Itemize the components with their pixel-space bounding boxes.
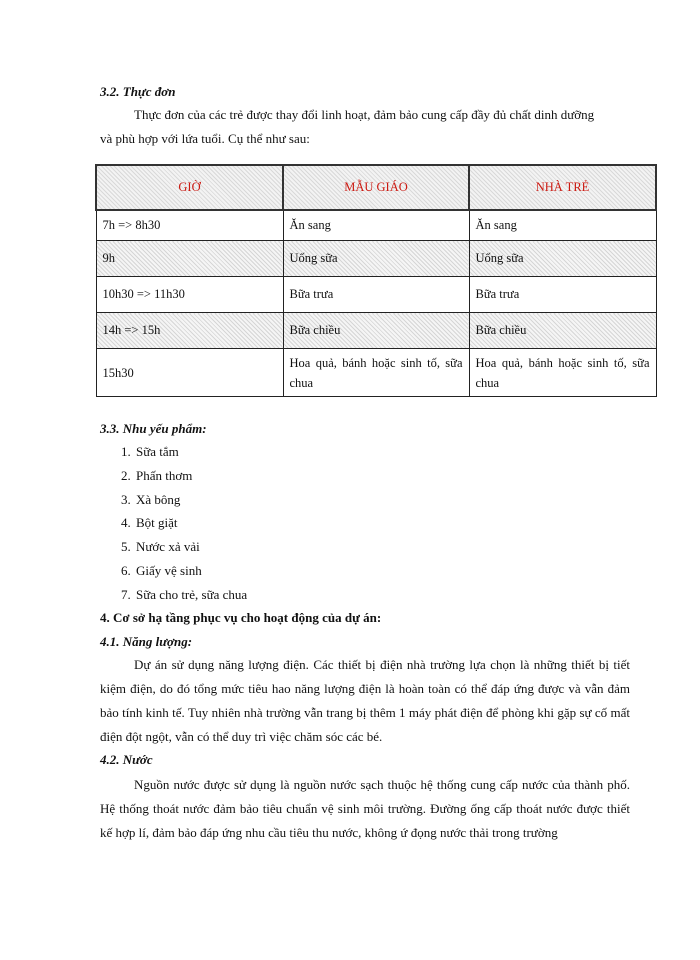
- header-time: GIỜ: [96, 165, 283, 210]
- cell-nursery: Ăn sang: [469, 210, 656, 241]
- cell-time: 7h => 8h30: [96, 210, 283, 241]
- header-kindergarten: MẪU GIÁO: [283, 165, 469, 210]
- section-3-2-intro: [100, 103, 630, 151]
- cell-time: 10h30 => 11h30: [96, 277, 283, 313]
- table-row: [96, 277, 656, 313]
- intro-line-2: và phù hợp với lứa tuổi. Cụ thể như sau:: [100, 131, 310, 146]
- cell-kindergarten: Ăn sang: [283, 210, 469, 241]
- table-row: [96, 210, 656, 241]
- energy-text: Dự án sử dụng năng lượng điện. Các thiết bị điện nhà trường lựa chọn là những thiết bị tiết kiệm điện, do đó tổng mức tiêu hao năng lượng điện là hoàn toàn có thể đáp ứng được và vẫn đảm bảo tính kinh tế. Tuy nhiên nhà trường vẫn trang bị thêm 1 máy phát điện để phòng khi gặp sự cố mất điện đột ngột, vẫn có thể duy trì việc chăm sóc các bé.: [100, 657, 630, 744]
- cell-kindergarten: Bữa chiều: [283, 313, 469, 349]
- list-item: 2. Phấn thơm: [134, 464, 247, 488]
- section-4-2-paragraph: [100, 773, 630, 845]
- table-row: [96, 313, 656, 349]
- menu-table-header: [96, 165, 656, 210]
- list-item: 4. Bột giặt: [134, 511, 247, 535]
- water-text: Nguồn nước được sử dụng là nguồn nước sạch thuộc hệ thống cung cấp nước của thành phố. Hệ thống thoát nước đảm bảo tiêu chuẩn vệ sinh môi trường. Đường ống cấp thoát nước được thiết kế hợp lí, đảm bảo đáp ứng nhu cầu tiêu thu nước, không ứ đọng nước thải trong trường: [100, 777, 630, 840]
- header-nursery: NHÀ TRẺ: [469, 165, 656, 210]
- menu-table: [95, 164, 657, 397]
- list-item: 5. Nước xả vải: [134, 535, 247, 559]
- section-4-1-paragraph: [100, 653, 630, 749]
- cell-time: 15h30: [96, 349, 283, 397]
- section-4-2-title: 4.2. Nước: [100, 752, 153, 767]
- list-item: 7. Sữa cho trẻ, sữa chua: [134, 583, 247, 607]
- section-3-3-title: 3.3. Nhu yếu phẩm:: [100, 421, 207, 436]
- cell-time: 14h => 15h: [96, 313, 283, 349]
- supplies-list: [114, 440, 247, 607]
- section-3-2-title: 3.2. Thực đơn: [100, 84, 176, 99]
- section-4-title: 4. Cơ sở hạ tầng phục vụ cho hoạt động của dự án:: [100, 610, 382, 625]
- list-item: 6. Giấy vệ sinh: [134, 559, 247, 583]
- list-item: 3. Xà bông: [134, 488, 247, 512]
- table-row: [96, 349, 656, 397]
- cell-kindergarten: Hoa quả, bánh hoặc sinh tố, sữa chua: [283, 349, 469, 397]
- section-4-1-title: 4.1. Năng lượng:: [100, 634, 193, 649]
- cell-kindergarten: Bữa trưa: [283, 277, 469, 313]
- intro-line-1: Thực đơn của các trẻ được thay đổi linh hoạt, đảm bảo cung cấp đầy đủ chất dinh dưỡng: [134, 107, 595, 122]
- cell-time: 9h: [96, 241, 283, 277]
- cell-kindergarten: Uống sữa: [283, 241, 469, 277]
- list-item: 1. Sữa tắm: [134, 440, 247, 464]
- table-row: [96, 241, 656, 277]
- cell-nursery: Hoa quả, bánh hoặc sinh tố, sữa chua: [469, 349, 656, 397]
- cell-nursery: Bữa trưa: [469, 277, 656, 313]
- cell-nursery: Uống sữa: [469, 241, 656, 277]
- cell-nursery: Bữa chiều: [469, 313, 656, 349]
